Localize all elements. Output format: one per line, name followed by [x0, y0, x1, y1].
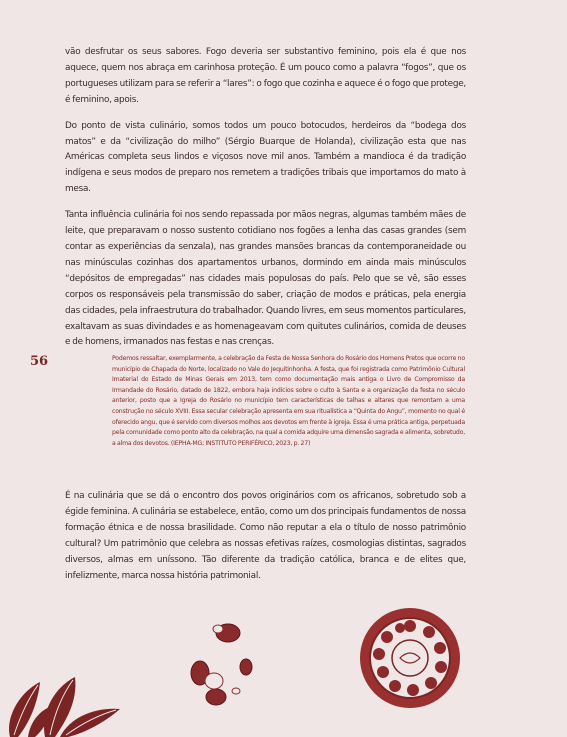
paragraph: vão desfrutar os seus sabores. Fogo deveria ser substantivo feminino, pois ela é que nos aquece, quem nos abraça em carinhosa proteção. É um pouco como a palavra “fogos”, que os portugueses utilizam para se referir a “lares”: o fogo que cozinha e aquece é o fogo que protege, é feminino, apois. — [65, 47, 466, 105]
sliced-fruit-illustration — [355, 600, 465, 715]
body-text-bottom — [65, 489, 466, 594]
leaf-illustration — [0, 647, 130, 737]
page-number: 56 — [30, 354, 49, 369]
paragraph: Do ponto de vista culinário, somos todos um pouco botocudos, herdeiros da “bodega dos matos” e da “civilização do milho” (Sérgio Buarque de Holanda), civilização esta que nas Américas completa seus lindos e viçosos nove mil anos. Também a mandioca é da tradição indígena e seus modos de preparo nos remetem a tradições tribais que importamos do mato à mesa. — [65, 120, 466, 195]
paragraph: É na culinária que se dá o encontro dos povos originários com os africanos, sobretudo sob a égide feminina. A culinária se estabelece, então, como um dos principais fundamentos de nossa formação étnica e de nossa brasilidade. Como não reputar a ela o título de nosso patrimônio cultural? Um patrimônio que celebra as nossas efetivas raízes, cosmologias distintas, sagrados diversos, almas em uníssono. Tão diferente da tradição católica, branca e de elites que, infelizmente, marca nossa história patrimonial. — [65, 491, 466, 581]
paragraph: Tanta influência culinária foi nos sendo repassada por mãos negras, algumas também mães de leite, que preparavam o nosso sustento cotidiano nos fogões a lenha das casas grandes (sem contar as experiências da senzala), nas grandes mansões brancas da contemporaneidade ou nas minúsculas cozinhas dos apartamentos urbanos, dormindo em ainda mais minúsculos “depósitos de empregadas” nas cidades mais populosas do país. Pelo que se vê, são esses corpos os responsáveis pela transmissão do saber, criação de modos e práticas, pela energia das cidades, pela infraestrutura do trabalhador. Quando livres, em seus momentos particulares, exaltavam as suas divindades e as homenageavam com quitutes culinários, comida de deuses e de homens, irmanados nas festas e nas crenças. — [65, 210, 466, 348]
body-text-top — [65, 45, 466, 361]
seeds-illustration — [180, 615, 260, 710]
footnote-box: Podemos ressaltar, exemplarmente, a celebração da Festa de Nossa Senhora do Rosário dos Homens Pretos que ocorre no município de Chapada do Norte, localizado no Vale do Jequitinhonha. A festa, que foi registrada como Patrimônio Cultural Imaterial do Estado de Minas Gerais em 2013, tem como documentação mais antiga o Livro de Compromisso da Irmandade do Rosário, datado de 1822, embora haja indícios sobre o culto à Santa e a organização da festa no século anterior, posto que a Igreja do Rosário no município tem características de talhas e altares que remontam a uma construção no século XVIII. Essa secular celebração apresenta em sua ritualística a “Quinta do Angu”, momento no qual é oferecido angu, que é servido com diversos molhos aos devotos em frente à igreja. Essa é uma prática antiga, perpetuada pela comunidade como ponto alto da celebração, na qual a comida adquire uma dimensão sagrada e alimenta, sobretudo, a alma dos devotos. (IEPHA-MG; INSTITUTO PERIFÉRICO, 2023, p. 27) — [112, 355, 465, 447]
